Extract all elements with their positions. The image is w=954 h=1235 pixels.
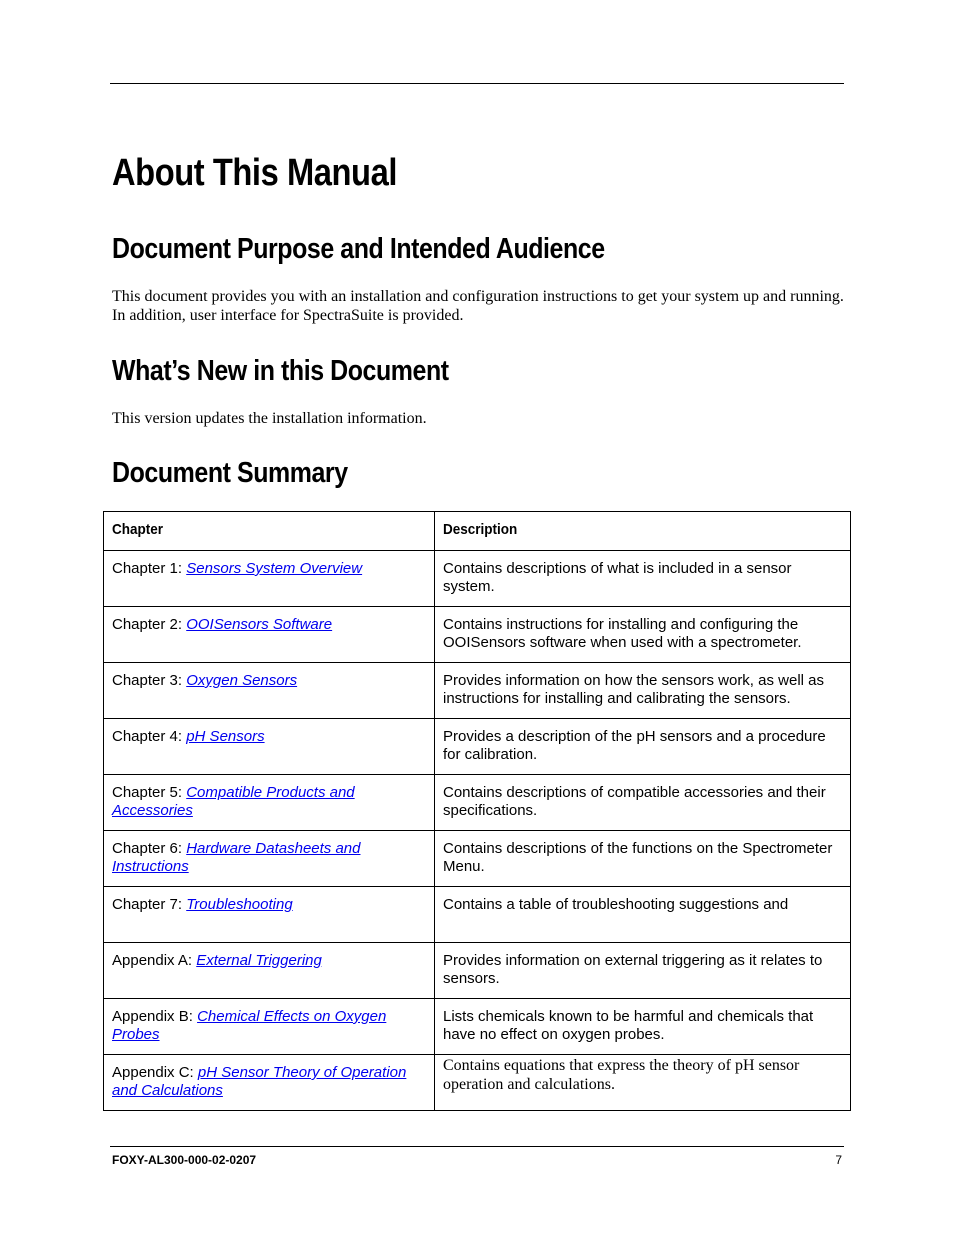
chapter-cell	[104, 775, 435, 831]
chapter-link-ph-sensors[interactable]: pH Sensors	[186, 728, 265, 745]
chapter-prefix: Appendix B:	[112, 1008, 198, 1025]
chapter-link-troubleshooting[interactable]: Troubleshooting	[186, 896, 293, 913]
chapter-column-header: Chapter	[104, 512, 435, 551]
chapter-prefix: Chapter 4:	[112, 728, 187, 745]
chapter-link-hardware-datasheets[interactable]: Hardware Datasheets and Instructions	[112, 840, 361, 875]
description-cell: Provides information on external triggering as it relates to sensors.	[435, 943, 851, 999]
page-title: About This Manual	[112, 152, 397, 194]
footer-doc-number: FOXY-AL300-000-02-0207	[112, 1153, 257, 1167]
description-column-header: Description	[435, 512, 851, 551]
chapter-prefix: Appendix C:	[112, 1064, 198, 1081]
table-row	[104, 999, 851, 1055]
table-row	[104, 719, 851, 775]
header-rule	[110, 83, 844, 84]
description-cell: Provides a description of the pH sensors and a procedure for calibration.	[435, 719, 851, 775]
section-heading-purpose: Document Purpose and Intended Audience	[112, 233, 605, 265]
description-cell: Lists chemicals known to be harmful and chemicals that have no effect on oxygen probes.	[435, 999, 851, 1055]
chapter-cell	[104, 607, 435, 663]
table-header-row	[104, 512, 851, 551]
table-row	[104, 607, 851, 663]
description-cell: Provides information on how the sensors work, as well as instructions for installing and calibrating the sensors.	[435, 663, 851, 719]
table-row	[104, 943, 851, 999]
table-row	[104, 663, 851, 719]
description-cell: Contains descriptions of compatible accessories and their specifications.	[435, 775, 851, 831]
chapter-cell	[104, 999, 435, 1055]
chapter-prefix: Chapter 6:	[112, 840, 187, 857]
chapter-prefix: Chapter 1:	[112, 560, 187, 577]
document-summary-table	[103, 511, 851, 1111]
description-cell: Contains a table of troubleshooting suggestions and	[435, 887, 851, 943]
table-row	[104, 775, 851, 831]
chapter-cell	[104, 719, 435, 775]
table-row	[104, 831, 851, 887]
chapter-cell	[104, 551, 435, 607]
description-cell: Contains instructions for installing and configuring the OOISensors software when used with a spectrometer.	[435, 607, 851, 663]
whats-new-paragraph: This version updates the installation information.	[112, 410, 427, 427]
chapter-prefix: Chapter 3:	[112, 672, 187, 689]
section-heading-summary: Document Summary	[112, 457, 348, 489]
chapter-link-compatible-products[interactable]: Compatible Products and Accessories	[112, 784, 355, 819]
chapter-cell	[104, 831, 435, 887]
description-cell: Contains equations that express the theory of pH sensor operation and calculations.	[435, 1055, 851, 1111]
chapter-prefix: Appendix A:	[112, 952, 197, 969]
chapter-link-oolsensors-software[interactable]: OOISensors Software	[186, 616, 333, 633]
purpose-paragraph: This document provides you with an installation and configuration instructions to get your system up and running. In addition, user interface for SpectraSuite is provided.	[112, 288, 844, 324]
chapter-link-sensors-system-overview[interactable]: Sensors System Overview	[186, 560, 363, 577]
footer-page-number: 7	[835, 1153, 842, 1167]
appendix-link-chemical-effects[interactable]: Chemical Effects on Oxygen Probes	[112, 1008, 387, 1043]
chapter-cell	[104, 887, 435, 943]
chapter-cell	[104, 663, 435, 719]
chapter-cell	[104, 943, 435, 999]
chapter-cell	[104, 1055, 435, 1111]
appendix-link-external-triggering[interactable]: External Triggering	[196, 952, 322, 969]
chapter-prefix: Chapter 5:	[112, 784, 187, 801]
table-row	[104, 1055, 851, 1111]
footer-rule	[110, 1146, 844, 1147]
chapter-prefix: Chapter 7:	[112, 896, 187, 913]
table-row	[104, 551, 851, 607]
appendix-link-ph-sensor-theory[interactable]: pH Sensor Theory of Operation and Calculations	[112, 1064, 407, 1099]
chapter-link-oxygen-sensors[interactable]: Oxygen Sensors	[186, 672, 298, 689]
table-row	[104, 887, 851, 943]
section-heading-whats-new: What’s New in this Document	[112, 355, 449, 387]
description-cell: Contains descriptions of the functions on the Spectrometer Menu.	[435, 831, 851, 887]
description-cell: Contains descriptions of what is included in a sensor system.	[435, 551, 851, 607]
chapter-prefix: Chapter 2:	[112, 616, 187, 633]
